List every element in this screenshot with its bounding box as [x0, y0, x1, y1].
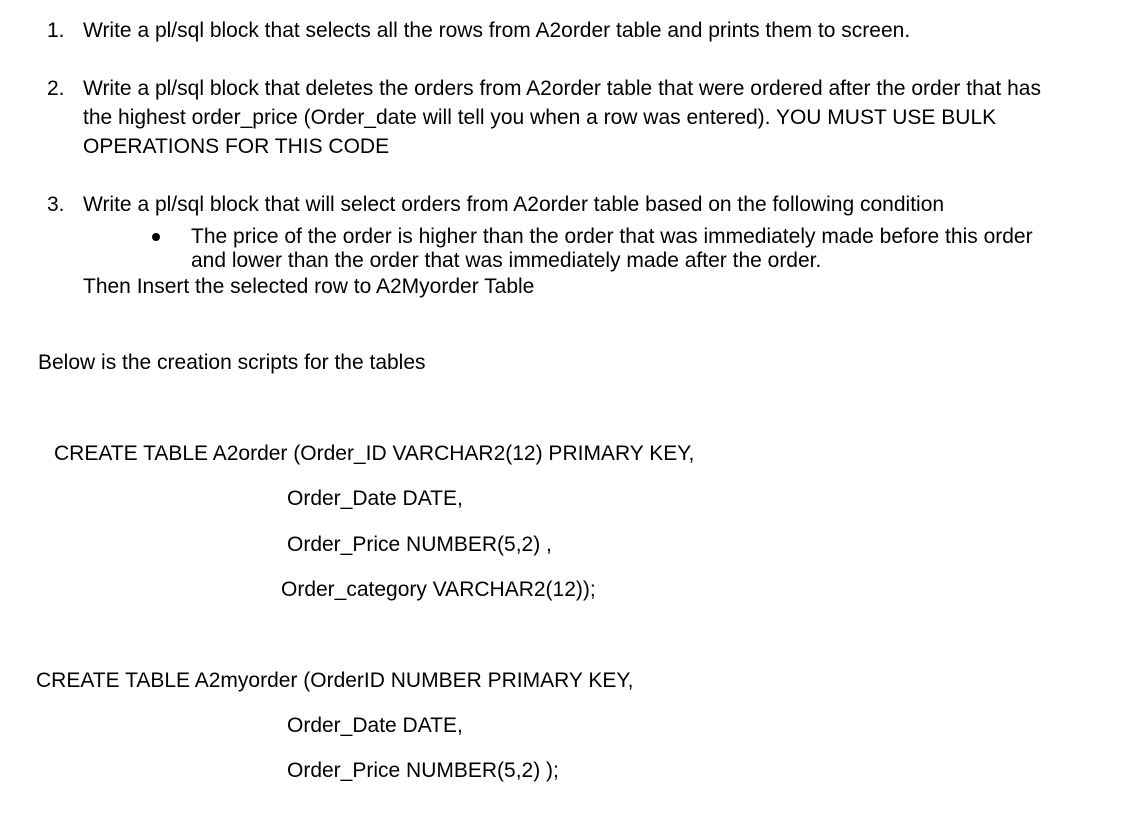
scripts-intro: Below is the creation scripts for the tables: [38, 351, 426, 374]
question-text: Write a pl/sql block that will select orders from A2order table based on the following condition: [83, 193, 945, 216]
question-followup: Then Insert the selected row to A2Myorder Table: [83, 275, 535, 298]
script-line: Order_Price NUMBER(5,2) ,: [287, 533, 552, 556]
question-number: 2.: [47, 77, 65, 100]
script-line: Order_Price NUMBER(5,2) );: [287, 759, 559, 782]
question-number: 3.: [47, 193, 65, 216]
bullet-text-line: and lower than the order that was immediately made after the order.: [191, 249, 822, 272]
question-text-line: the highest order_price (Order_date will tell you when a row was entered). YOU MUST USE BULK: [83, 106, 997, 129]
script-line: Order_category VARCHAR2(12));: [281, 578, 596, 601]
script-line: CREATE TABLE A2order (Order_ID VARCHAR2(12) PRIMARY KEY,: [54, 442, 695, 465]
question-text-line: OPERATIONS FOR THIS CODE: [83, 135, 390, 158]
question-number: 1.: [47, 19, 65, 42]
question-text-line: Write a pl/sql block that deletes the orders from A2order table that were ordered after the order that has: [83, 77, 1041, 100]
script-line: CREATE TABLE A2myorder (OrderID NUMBER PRIMARY KEY,: [36, 669, 634, 692]
bullet-dot-icon: [152, 233, 160, 241]
script-line: Order_Date DATE,: [287, 487, 463, 510]
bullet-text-line: The price of the order is higher than the order that was immediately made before this order: [191, 225, 1033, 248]
script-line: Order_Date DATE,: [287, 714, 463, 737]
question-text: Write a pl/sql block that selects all the rows from A2order table and prints them to screen.: [83, 19, 911, 42]
